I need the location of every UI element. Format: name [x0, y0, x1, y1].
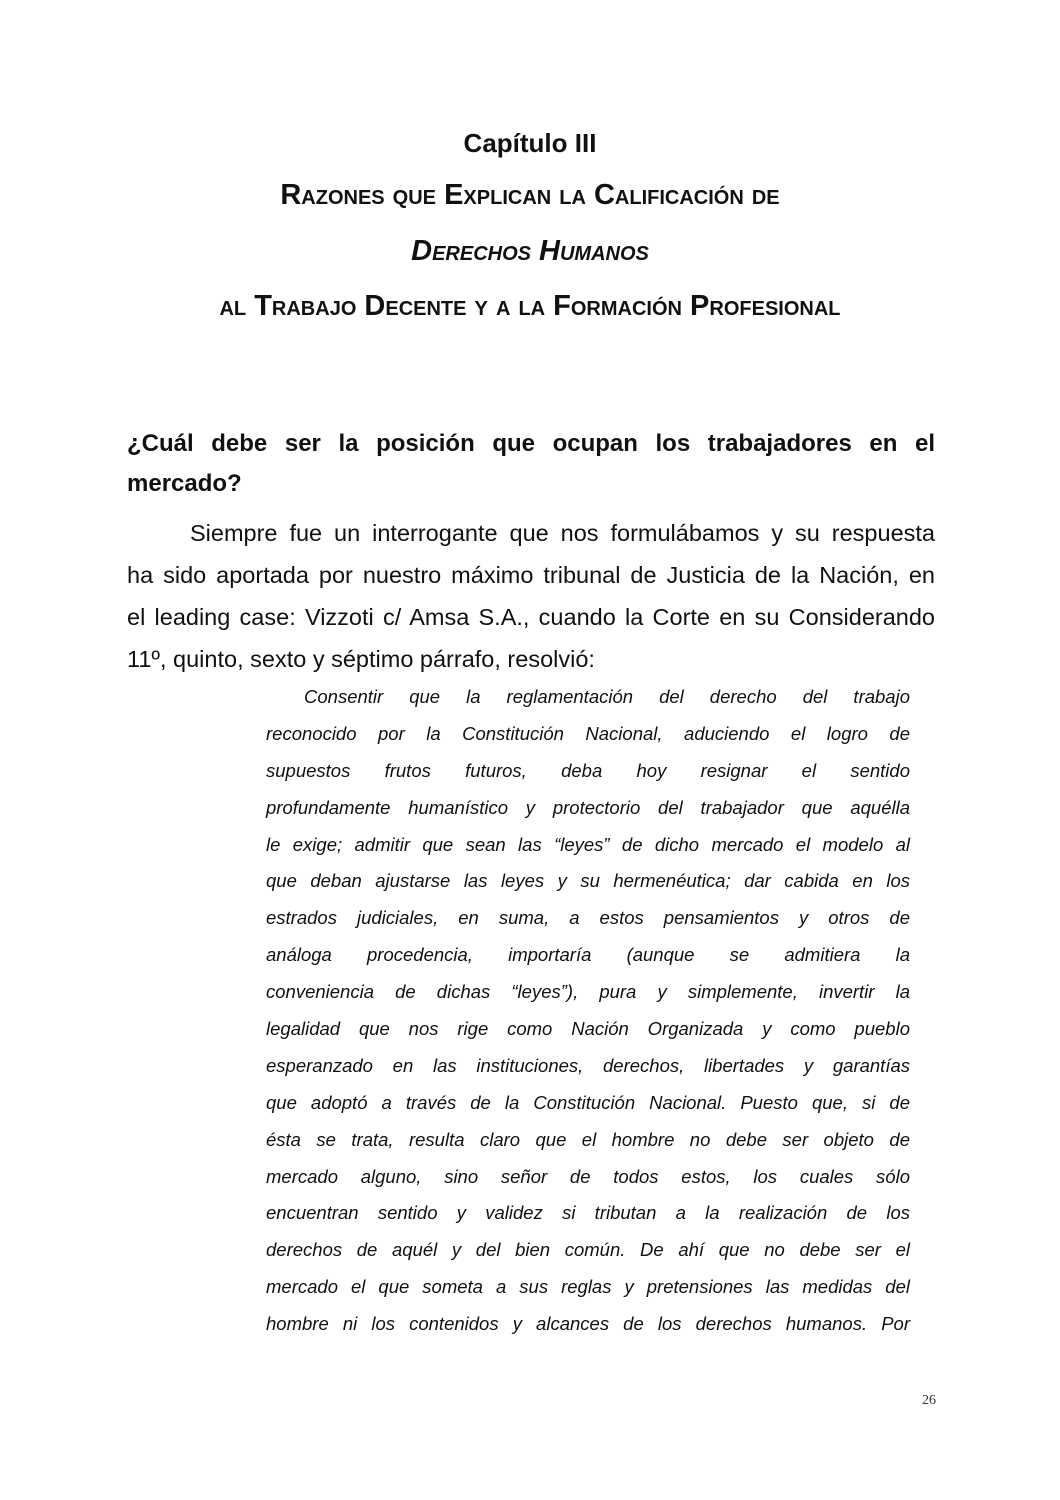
quote-line: reconocido por la Constitución Nacional, aduciendo el logro de: [266, 722, 910, 744]
chapter-title-line-3: al Trabajo Decente y a la Formación Profesional: [219, 290, 841, 322]
body-line-4: 11º, quinto, sexto y séptimo párrafo, resolvió:: [127, 646, 595, 672]
quote-line: supuestos frutos futuros, deba hoy resignar el sentido: [266, 759, 910, 781]
quote-line: encuentran sentido y validez si tributan a la realización de los: [266, 1202, 910, 1224]
quote-line: que deban ajustarse las leyes y su hermenéutica; dar cabida en los: [266, 870, 910, 892]
body-line-1: Siempre fue un interrogante que nos formulábamos y su respuesta: [190, 520, 935, 546]
quote-line: ésta se trata, resulta claro que el hombre no debe ser objeto de: [266, 1128, 910, 1150]
quote-line: conveniencia de dichas “leyes”), pura y simplemente, invertir la: [266, 981, 910, 1003]
quote-line: legalidad que nos rige como Nación Organizada y como pueblo: [266, 1018, 910, 1040]
body-line-2: ha sido aportada por nuestro máximo tribunal de Justicia de la Nación, en: [127, 562, 935, 588]
quote-line: profundamente humanístico y protectorio del trabajador que aquélla: [266, 796, 910, 818]
quote-line: le exige; admitir que sean las “leyes” de dicho mercado el modelo al: [266, 833, 910, 855]
quote-line: mercado alguno, sino señor de todos estos, los cuales sólo: [266, 1165, 910, 1187]
section-heading: ¿Cuál debe ser la posición que ocupan los trabajadores en el mercado?: [127, 430, 935, 497]
quote-line: hombre ni los contenidos y alcances de los derechos humanos. Por: [266, 1313, 910, 1335]
quote-line: Consentir que la reglamentación del derecho del trabajo: [304, 686, 910, 707]
quote-line: esperanzado en las instituciones, derechos, libertades y garantías: [266, 1054, 910, 1076]
quote-line: que adoptó a través de la Constitución Nacional. Puesto que, si de: [266, 1091, 910, 1113]
quote-line: derechos de aquél y del bien común. De ahí que no debe ser el: [266, 1239, 910, 1261]
quote-line: análoga procedencia, importaría (aunque se admitiera la: [266, 944, 910, 966]
court-quote: [266, 679, 910, 1343]
body-line-3: el leading case: Vizzoti c/ Amsa S.A., cuando la Corte en su Considerando: [127, 604, 935, 630]
quote-line: mercado el que someta a sus reglas y pretensiones las medidas del: [266, 1276, 910, 1298]
chapter-title-line-2: Derechos Humanos: [411, 235, 649, 267]
quote-line: estrados judiciales, en suma, a estos pensamientos y otros de: [266, 907, 910, 929]
chapter-title-line-1: Razones que Explican la Calificación de: [280, 179, 780, 211]
chapter-number: Capítulo III: [463, 128, 597, 158]
page-number: 26: [922, 1393, 936, 1408]
